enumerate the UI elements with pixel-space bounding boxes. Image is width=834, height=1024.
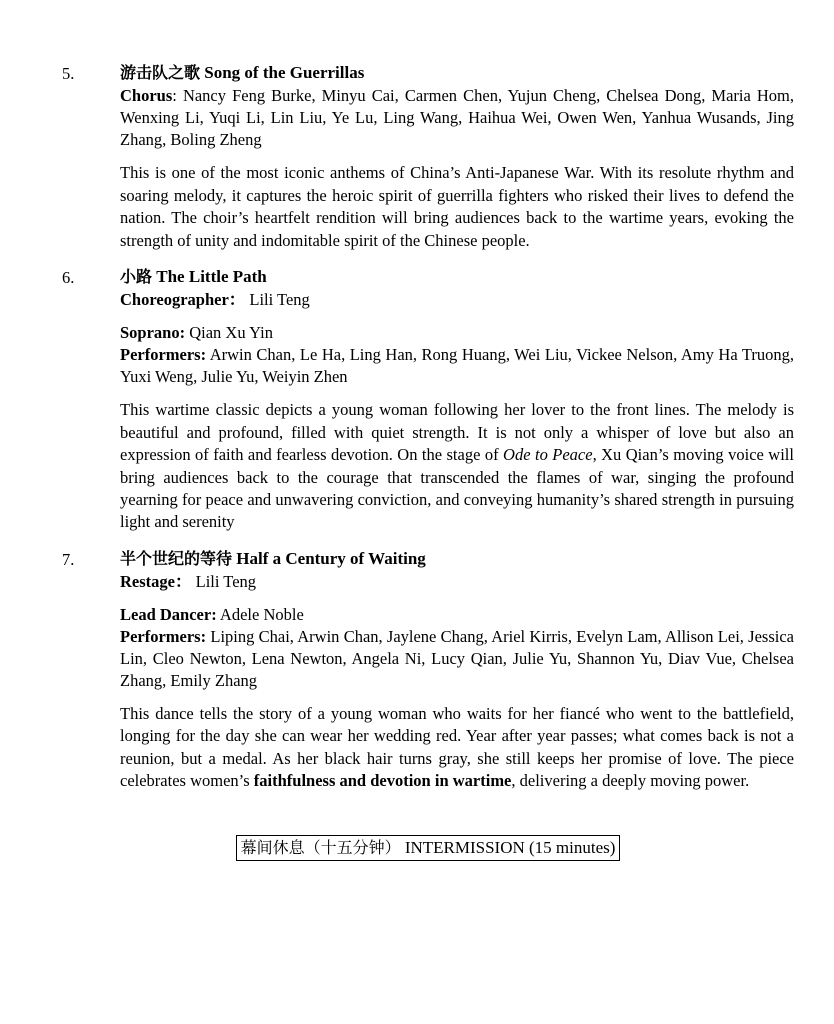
description-part: This wartime classic depicts a young woman following her lover to the front lines. The melody is beautiful and profound, filled with quiet strength. It is not only a whisper of love but also an expression of faith and fearless devotion. On the stage of [120, 400, 794, 465]
intermission-box [236, 835, 621, 861]
item-title [120, 548, 794, 570]
program-item-5 [62, 62, 794, 252]
item-title-english: The Little Path [156, 267, 267, 286]
item-number: 5. [62, 64, 75, 83]
role-label: Performers: [120, 627, 207, 647]
item-description [120, 399, 794, 534]
program-item-6 [62, 266, 794, 534]
item-title-chinese: 小路 [120, 267, 153, 286]
role-names: Arwin Chan, Le Ha, Ling Han, Rong Huang, Wei Liu, Vickee Nelson, Amy Ha Truong, Yuxi Weng, Julie Yu, Weiyin Zhen [120, 345, 794, 387]
item-title [120, 62, 794, 84]
intermission-english: INTERMISSION (15 minutes) [404, 837, 616, 857]
role-names: Lili Teng [195, 572, 257, 592]
role-chorus [120, 85, 794, 151]
role-soprano [120, 322, 794, 344]
description-part: , Xu Qian’s moving voice will bring audiences back to the courage that transcended the flames of war, singing the profound yearning for peace and unwavering conviction, and conveying humanity’s shared strength in pursuing light and serenity [120, 445, 794, 532]
role-label: Chorus [120, 86, 173, 106]
role-names: Lili Teng [249, 290, 310, 310]
item-number: 6. [62, 268, 75, 287]
role-choreographer [120, 289, 794, 311]
role-separator: : [172, 86, 177, 106]
role-performers [120, 626, 794, 692]
program-item-7 [62, 548, 794, 793]
role-label: Restage： [120, 572, 192, 592]
role-names: Liping Chai, Arwin Chan, Jaylene Chang, Ariel Kirris, Evelyn Lam, Allison Lei, Jessica Lin, Cleo Newton, Lena Newton, Angela Ni, Lucy Qian, Julie Yu, Shannon Yu, Diav Vue, Chelsea Zhang, Emily Zhang [120, 627, 794, 690]
description-part: , delivering a deeply moving power. [511, 771, 750, 791]
intermission-section [62, 835, 794, 861]
role-lead-dancer [120, 604, 794, 626]
role-label: Choreographer： [120, 290, 246, 310]
description-part-bold: faithfulness and devotion in wartime [253, 771, 512, 791]
item-body [120, 266, 794, 534]
intermission-chinese: 幕间休息（十五分钟） [240, 837, 401, 857]
role-performers [120, 344, 794, 388]
item-title-english: Half a Century of Waiting [236, 548, 426, 568]
description-part-italic: Ode to Peace [503, 445, 593, 465]
item-title-english: Song of the Guerrillas [204, 63, 365, 82]
item-body [120, 62, 794, 252]
item-title [120, 266, 794, 288]
role-restage [120, 571, 794, 593]
role-label: Soprano: [120, 323, 186, 343]
role-names: Nancy Feng Burke, Minyu Cai, Carmen Chen, Yujun Cheng, Chelsea Dong, Maria Hom, Wenxing Li, Yuqi Li, Lin Liu, Ye Lu, Ling Wang, Haihua Wei, Owen Wen, Yanhua Wusands, Jing Zhang, Boling Zheng [120, 86, 795, 150]
item-description: This is one of the most iconic anthems of China’s Anti-Japanese War. With its resolute rhythm and soaring melody, it captures the heroic spirit of guerrilla fighters who risked their lives to defend the nation. The choir’s heartfelt rendition will bring audiences back to the wartime years, evoking the strength of unity and indomitable spirit of the Chinese people. [120, 163, 794, 250]
item-number: 7. [62, 549, 75, 569]
role-label: Lead Dancer: [120, 605, 217, 625]
item-title-chinese: 半个世纪的等待 [120, 548, 233, 568]
item-description [120, 703, 794, 793]
role-names: Qian Xu Yin [189, 323, 273, 343]
role-names: Adele Noble [219, 605, 304, 625]
item-body [120, 548, 794, 793]
role-label: Performers: [120, 345, 207, 365]
item-title-chinese: 游击队之歌 [120, 63, 201, 82]
description-part: This dance tells the story of a young woman who waits for her fiancé who went to the battlefield, longing for the day she can wear her wedding red. Year after year passes; what comes back is not a reunion, but a medal. As her black hair turns gray, she still keeps her promise of love. The piece celebrates women’s [120, 703, 794, 791]
